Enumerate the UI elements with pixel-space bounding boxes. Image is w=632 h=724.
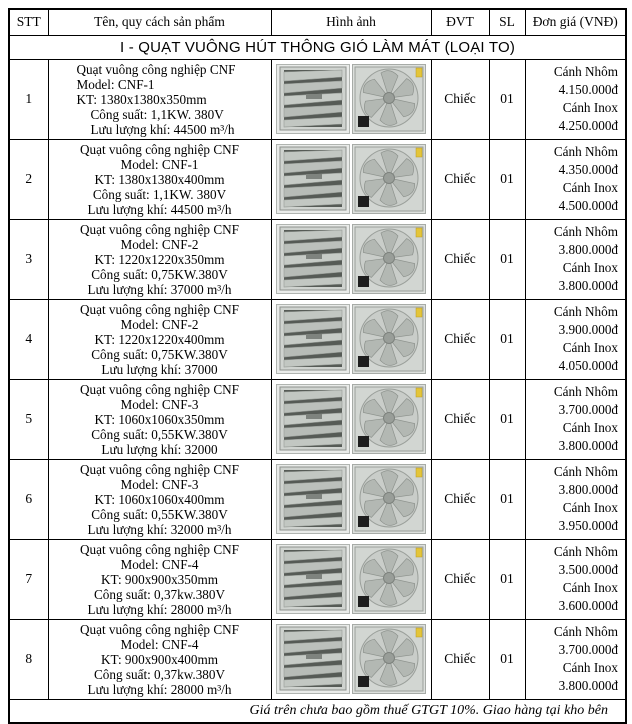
fan-rear-blades-image: [352, 304, 426, 374]
fan-front-louver-image: [276, 384, 350, 454]
price-material-1: Cánh Nhôm: [553, 464, 618, 479]
fan-rear-blades-image: [352, 624, 426, 694]
product-images: [271, 219, 431, 299]
row-stt: 1: [9, 59, 48, 139]
table-row: [9, 459, 626, 539]
product-power: Công suất: 0,75KW.380V: [91, 346, 228, 362]
price-material-1: Cánh Nhôm: [553, 544, 618, 559]
row-quantity: 01: [489, 619, 525, 699]
product-description: [48, 619, 271, 699]
price-value-1: 3.500.000đ: [558, 562, 618, 577]
fan-front-louver-image: [276, 624, 350, 694]
product-description: [48, 299, 271, 379]
price-material-1: Cánh Nhôm: [553, 144, 618, 159]
price-value-2: 4.500.000đ: [558, 198, 618, 213]
product-size: KT: 900x900x400mm: [101, 651, 218, 667]
price-value-1: 3.700.000đ: [558, 402, 618, 417]
product-size: KT: 1060x1060x400mm: [94, 491, 225, 507]
price-material-2: Cánh Inox: [562, 580, 618, 595]
product-power: Công suất: 1,1KW. 380V: [92, 186, 227, 202]
col-header-image: Hình ảnh: [271, 9, 431, 35]
row-unit: Chiếc: [431, 219, 489, 299]
product-size: KT: 1380x1380x400mm: [94, 171, 225, 187]
row-unit: Chiếc: [431, 459, 489, 539]
table-row: [9, 219, 626, 299]
product-name: Quạt vuông công nghiệp CNF: [80, 461, 239, 477]
price-material-1: Cánh Nhôm: [553, 64, 618, 79]
price-material-1: Cánh Nhôm: [553, 624, 618, 639]
section-title: I - QUẠT VUÔNG HÚT THÔNG GIÓ LÀM MÁT (LOẠI TO): [9, 35, 626, 59]
price-material-1: Cánh Nhôm: [553, 384, 618, 399]
row-prices: [525, 459, 626, 539]
row-quantity: 01: [489, 459, 525, 539]
row-unit: Chiếc: [431, 59, 489, 139]
price-value-1: 4.150.000đ: [558, 82, 618, 97]
footer-note: Giá trên chưa bao gồm thuế GTGT 10%. Giao hàng tại kho bên: [9, 699, 626, 723]
product-size: KT: 1220x1220x350mm: [94, 251, 225, 267]
product-model: Model: CNF-4: [120, 636, 199, 652]
row-prices: [525, 139, 626, 219]
table-row: [9, 139, 626, 219]
fan-front-louver-image: [276, 544, 350, 614]
row-unit: Chiếc: [431, 139, 489, 219]
product-name: Quạt vuông công nghiệp CNF: [80, 301, 239, 317]
product-size: KT: 1380x1380x350mm: [76, 91, 207, 107]
product-model: Model: CNF-1: [120, 156, 199, 172]
price-material-2: Cánh Inox: [562, 180, 618, 195]
row-stt: 7: [9, 539, 48, 619]
fan-front-louver-image: [276, 144, 350, 214]
product-airflow: Lưu lượng khí: 28000 m³/h: [87, 681, 232, 697]
price-value-2: 3.600.000đ: [558, 598, 618, 613]
product-description: [48, 539, 271, 619]
fan-rear-blades-image: [352, 144, 426, 214]
price-value-2: 4.050.000đ: [558, 358, 618, 373]
product-model: Model: CNF-2: [120, 316, 199, 332]
row-stt: 6: [9, 459, 48, 539]
product-images: [271, 299, 431, 379]
product-size: KT: 1060x1060x350mm: [94, 411, 225, 427]
product-images: [271, 59, 431, 139]
col-header-unit: ĐVT: [431, 9, 489, 35]
row-quantity: 01: [489, 379, 525, 459]
row-prices: [525, 219, 626, 299]
fan-rear-blades-image: [352, 464, 426, 534]
row-quantity: 01: [489, 139, 525, 219]
table-row: [9, 619, 626, 699]
row-quantity: 01: [489, 299, 525, 379]
price-value-1: 3.800.000đ: [558, 482, 618, 497]
row-prices: [525, 59, 626, 139]
product-name: Quạt vuông công nghiệp CNF: [76, 61, 236, 77]
fan-rear-blades-image: [352, 64, 426, 134]
row-unit: Chiếc: [431, 619, 489, 699]
price-value-2: 3.800.000đ: [558, 438, 618, 453]
row-quantity: 01: [489, 59, 525, 139]
product-name: Quạt vuông công nghiệp CNF: [80, 541, 239, 557]
price-value-1: 3.700.000đ: [558, 642, 618, 657]
product-images: [271, 539, 431, 619]
product-power: Công suất: 1,1KW. 380V: [90, 106, 224, 122]
row-prices: [525, 379, 626, 459]
row-stt: 4: [9, 299, 48, 379]
fan-front-louver-image: [276, 224, 350, 294]
price-material-2: Cánh Inox: [562, 500, 618, 515]
product-images: [271, 619, 431, 699]
product-airflow: Lưu lượng khí: 32000: [101, 441, 218, 457]
price-material-2: Cánh Inox: [562, 100, 618, 115]
row-unit: Chiếc: [431, 299, 489, 379]
product-power: Công suất: 0,37kw.380V: [93, 666, 226, 682]
row-unit: Chiếc: [431, 379, 489, 459]
price-material-2: Cánh Inox: [562, 420, 618, 435]
product-images: [271, 459, 431, 539]
row-stt: 8: [9, 619, 48, 699]
product-airflow: Lưu lượng khí: 37000: [101, 361, 218, 377]
product-name: Quạt vuông công nghiệp CNF: [80, 381, 239, 397]
price-value-2: 3.800.000đ: [558, 678, 618, 693]
table-row: [9, 299, 626, 379]
row-prices: [525, 299, 626, 379]
product-power: Công suất: 0,55KW.380V: [91, 426, 228, 442]
price-table: [8, 8, 627, 724]
product-images: [271, 139, 431, 219]
product-power: Công suất: 0,37kw.380V: [93, 586, 226, 602]
price-value-1: 3.800.000đ: [558, 242, 618, 257]
product-power: Công suất: 0,55KW.380V: [91, 506, 228, 522]
product-size: KT: 1220x1220x400mm: [94, 331, 225, 347]
product-description: [48, 219, 271, 299]
product-images: [271, 379, 431, 459]
price-value-1: 3.900.000đ: [558, 322, 618, 337]
table-header-row: [9, 9, 626, 35]
row-stt: 3: [9, 219, 48, 299]
price-value-2: 4.250.000đ: [558, 118, 618, 133]
fan-rear-blades-image: [352, 544, 426, 614]
row-prices: [525, 539, 626, 619]
price-value-1: 4.350.000đ: [558, 162, 618, 177]
product-description: [48, 139, 271, 219]
row-stt: 2: [9, 139, 48, 219]
product-model: Model: CNF-3: [120, 396, 199, 412]
price-material-2: Cánh Inox: [562, 260, 618, 275]
table-footer-row: [9, 699, 626, 723]
col-header-product: Tên, quy cách sản phẩm: [48, 9, 271, 35]
product-airflow: Lưu lượng khí: 44500 m³/h: [90, 121, 235, 137]
product-name: Quạt vuông công nghiệp CNF: [80, 221, 239, 237]
product-model: Model: CNF-1: [76, 76, 155, 92]
fan-front-louver-image: [276, 464, 350, 534]
product-description: [48, 59, 271, 139]
row-quantity: 01: [489, 219, 525, 299]
product-description: [48, 459, 271, 539]
product-model: Model: CNF-2: [120, 236, 199, 252]
product-airflow: Lưu lượng khí: 28000 m³/h: [87, 601, 232, 617]
product-model: Model: CNF-4: [120, 556, 199, 572]
table-row: [9, 59, 626, 139]
product-airflow: Lưu lượng khí: 44500 m³/h: [87, 201, 232, 217]
col-header-qty: SL: [489, 9, 525, 35]
product-model: Model: CNF-3: [120, 476, 199, 492]
price-material-1: Cánh Nhôm: [553, 304, 618, 319]
price-material-2: Cánh Inox: [562, 660, 618, 675]
fan-front-louver-image: [276, 304, 350, 374]
price-material-1: Cánh Nhôm: [553, 224, 618, 239]
price-material-2: Cánh Inox: [562, 340, 618, 355]
fan-rear-blades-image: [352, 224, 426, 294]
product-description: [48, 379, 271, 459]
product-power: Công suất: 0,75KW.380V: [91, 266, 228, 282]
table-row: [9, 379, 626, 459]
product-size: KT: 900x900x350mm: [101, 571, 218, 587]
row-prices: [525, 619, 626, 699]
product-name: Quạt vuông công nghiệp CNF: [80, 621, 239, 637]
price-value-2: 3.800.000đ: [558, 278, 618, 293]
product-name: Quạt vuông công nghiệp CNF: [80, 141, 239, 157]
product-airflow: Lưu lượng khí: 32000 m³/h: [87, 521, 232, 537]
row-stt: 5: [9, 379, 48, 459]
section-header-row: [9, 35, 626, 59]
row-quantity: 01: [489, 539, 525, 619]
product-airflow: Lưu lượng khí: 37000 m³/h: [87, 281, 232, 297]
fan-front-louver-image: [276, 64, 350, 134]
row-unit: Chiếc: [431, 539, 489, 619]
col-header-price: Đơn giá (VNĐ): [525, 9, 626, 35]
col-header-stt: STT: [9, 9, 48, 35]
price-value-2: 3.950.000đ: [558, 518, 618, 533]
fan-rear-blades-image: [352, 384, 426, 454]
table-row: [9, 539, 626, 619]
